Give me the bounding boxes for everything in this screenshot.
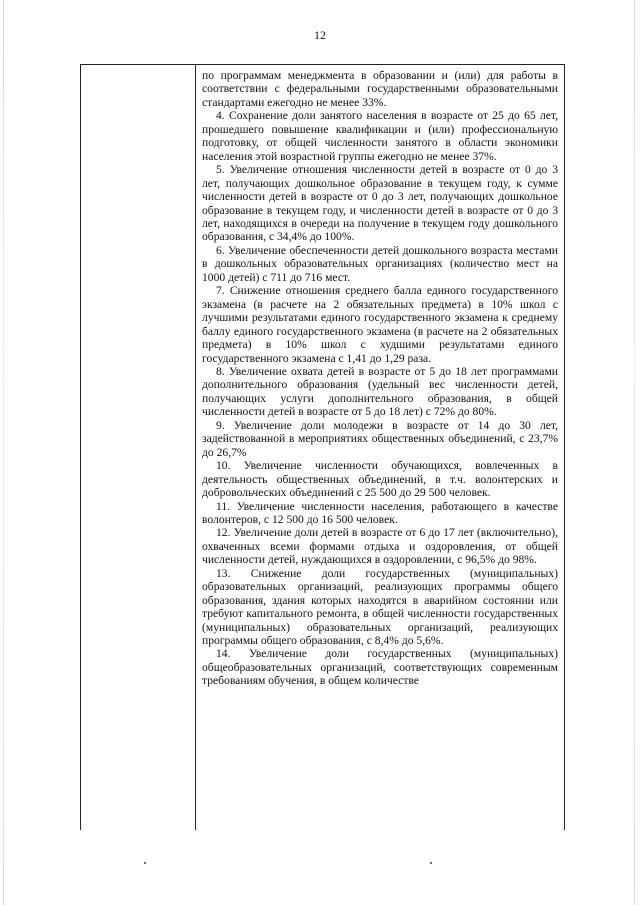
scan-dot-right <box>430 862 432 864</box>
scan-edge-right <box>634 0 635 905</box>
paragraph-item-4: 4. Сохранение доли занятого населения в возрасте от 25 до 65 лет, прошедшего повышение квалификации и (или) профессиональную подготовку, от общей численности занятого в области экономики населения этой возрастной группы ежегодно не менее 37%. <box>202 109 558 163</box>
content-table <box>80 64 565 830</box>
paragraph-item-5: 5. Увеличение отношения численности детей в возрасте от 0 до 3 лет, получающих дошкольное образование в текущем году, к сумме численности детей в возрасте от 0 до 3 лет, получающих дошкольное образование в текущем году, и численности детей в возрасте от 0 до 3 лет, находящихся в очереди на получение в текущем году дошкольного образования, с 34,4% до 100%. <box>202 163 558 244</box>
page-number: 12 <box>314 28 326 42</box>
paragraph-item-8: 8. Увеличение охвата детей в возрасте от 5 до 18 лет программами дополнительного образования (удельный вес численности детей, получающих услуги дополнительного образования, в общей численности детей в возрасте от 5 до 18 лет) с 72% до 80%. <box>202 364 558 419</box>
column-divider <box>195 65 196 830</box>
paragraph-item-12: 12. Увеличение доли детей в возрасте от 6 до 17 лет (включительно), охваченных всеми формами отдыха и оздоровления, от общей численности детей, нуждающихся в оздоровлении, с 96,5% до 98%. <box>202 526 558 567</box>
paragraph-item-13: 13. Снижение доли государственных (муниципальных) образовательных организаций, реализующих программы общего образования, здания которых находятся в аварийном состоянии или требуют капитального ремонта, в общей численности государственных (муниципальных) образовательных организаций, реализующих программы общего образования, с 8,4% до 5,6%. <box>202 566 558 648</box>
paragraph-item-7: 7. Снижение отношения среднего балла единого государственного экзамена (в расчете на 2 обязательных предмета) в 10% школ с лучшими результатами единого государственного экзамена к среднему баллу единого государственного экзамена (в расчете на 2 обязательных предмета) в 10% школ с худшими результатами единого государственного экзамена с 1,41 до 1,29 раза. <box>202 284 558 365</box>
scan-edge-left <box>3 0 4 905</box>
paragraph-item-6: 6. Увеличение обеспеченности детей дошкольного возраста местами в дошкольных образовательных организациях (количество мест на 1000 детей) с 711 до 716 мест. <box>202 243 558 284</box>
paragraph-item-9: 9. Увеличение доли молодежи в возрасте от 14 до 30 лет, задействованной в мероприятиях общественных объединений, с 23,7% до 26,7% <box>202 418 558 459</box>
table-cell-text <box>202 69 558 688</box>
paragraph-continuation: по программам менеджмента в образовании и (или) для работы в соответствии с федеральными государственными образовательными стандартами ежегодно не менее 33%. <box>202 69 558 109</box>
scan-dot-left <box>144 862 146 864</box>
paragraph-item-11: 11. Увеличение численности населения, работающего в качестве волонтеров, с 12 500 до 16 500 человек. <box>202 499 558 526</box>
paragraph-item-10: 10. Увеличение численности обучающихся, вовлеченных в деятельность общественных объединений, в т.ч. волонтерских и добровольческих объединений с 25 500 до 29 500 человек. <box>202 459 558 500</box>
paragraph-item-14: 14. Увеличение доли государственных (муниципальных) общеобразовательных организаций, соответствующих современным требованиям обучения, в общем количестве <box>202 647 558 688</box>
